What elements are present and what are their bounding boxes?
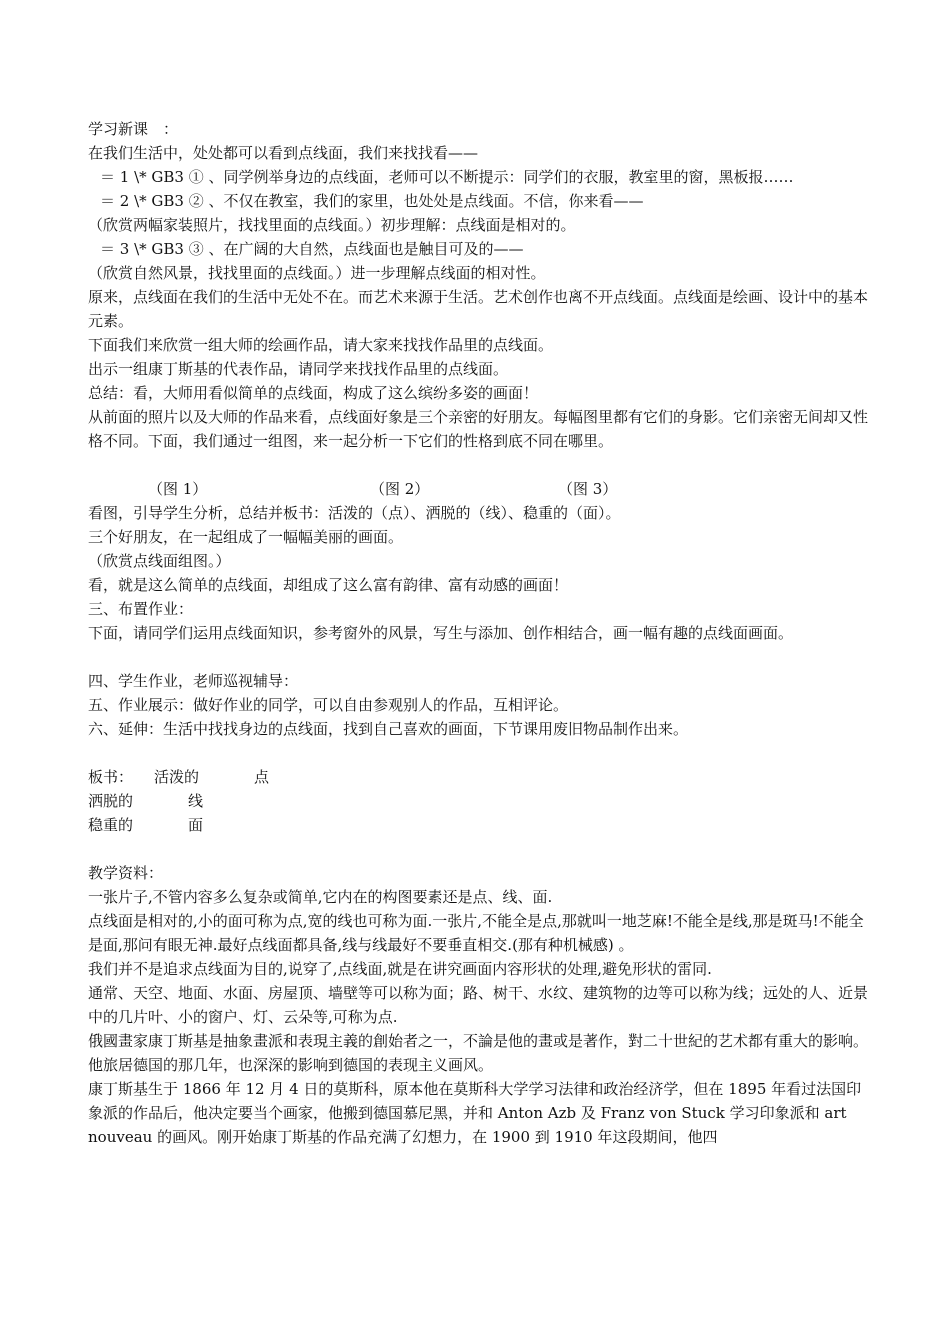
section-heading: 六、延伸：生活中找找身边的点线面，找到自己喜欢的画面，下节课用废旧物品制作出来。 bbox=[88, 720, 689, 738]
text-line: 出示一组康丁斯基的代表作品，请同学来找找作品里的点线面。 bbox=[88, 360, 509, 378]
list-item: ＝ 1 \* GB3 ① 、同学例举身边的点线面，老师可以不断提示：同学们的衣服，教室里的窗，黑板报…… bbox=[100, 168, 794, 186]
board-row-2 bbox=[88, 789, 868, 813]
text-line: 三个好朋友，在一起组成了一幅幅美丽的画面。 bbox=[88, 528, 404, 546]
text-line: （欣赏自然风景，找找里面的点线面。）进一步理解点线面的相对性。 bbox=[88, 264, 546, 282]
board-element: 点 bbox=[254, 768, 270, 786]
text-line: 我们并不是追求点线面为目的,说穿了,点线面,就是在讲究画面内容形状的处理,避免形状的雷同. bbox=[88, 960, 712, 978]
list-item: ＝ 2 \* GB3 ② 、不仅在教室，我们的家里，也处处是点线面。不信，你来看—— bbox=[100, 192, 644, 210]
blank-line bbox=[88, 741, 868, 765]
text-line: 在我们生活中，处处都可以看到点线面，我们来找找看—— bbox=[88, 144, 479, 162]
paragraph: 从前面的照片以及大师的作品来看，点线面好象是三个亲密的好朋友。每幅图里都有它们的身影。它们亲密无间却又性格不同。下面，我们通过一组图，来一起分析一下它们的性格到底不同在哪里。 bbox=[88, 408, 869, 450]
figure-caption-1: （图 1） bbox=[148, 480, 208, 498]
paragraph: 俄國畫家康丁斯基是抽象畫派和表現主義的創始者之一，不論是他的畫或是著作，對二十世紀的艺术都有重大的影响。他旅居德国的那几年，也深深的影响到德国的表现主义画风。 bbox=[88, 1032, 869, 1074]
section-heading: 学习新课 ： bbox=[88, 120, 179, 138]
blank-line bbox=[88, 453, 868, 477]
figure-captions bbox=[88, 477, 868, 501]
text-line: 看，就是这么简单的点线面，却组成了这么富有韵律、富有动感的画面！ bbox=[88, 576, 569, 594]
paragraph: 通常、天空、地面、水面、房屋顶、墙壁等可以称为面；路、树干、水纹、建筑物的边等可以称为线；远处的人、近景中的几片叶、小的窗户、灯、云朵等,可称为点. bbox=[88, 984, 869, 1026]
section-heading: 三、布置作业： bbox=[88, 600, 194, 618]
list-item: ＝ 3 \* GB3 ③ 、在广阔的大自然，点线面也是触目可及的—— bbox=[100, 240, 524, 258]
text-line: 下面我们来欣赏一组大师的绘画作品，请大家来找找作品里的点线面。 bbox=[88, 336, 554, 354]
text-line: 看图，引导学生分析，总结并板书：活泼的（点）、洒脱的（线）、稳重的（面）。 bbox=[88, 504, 621, 522]
board-term: 洒脱的 bbox=[88, 792, 134, 810]
board-label: 板书： bbox=[88, 768, 134, 786]
paragraph: 点线面是相对的,小的面可称为点,宽的线也可称为面.一张片,不能全是点,那就叫一地芝麻!不能全是线,那是斑马!不能全是面,那问有眼无神.最好点线面都具备,线与线最好不要垂直相交.(那有种机械感) 。 bbox=[88, 912, 864, 954]
board-element: 面 bbox=[188, 816, 204, 834]
board-row-1 bbox=[88, 765, 868, 789]
blank-line bbox=[88, 645, 868, 669]
text-line: （欣赏两幅家装照片，找找里面的点线面。）初步理解：点线面是相对的。 bbox=[88, 216, 576, 234]
section-heading: 五、作业展示：做好作业的同学，可以自由参观别人的作品，互相评论。 bbox=[88, 696, 569, 714]
board-row-3 bbox=[88, 813, 868, 837]
text-line: 一张片子,不管内容多么复杂或简单,它内在的构图要素还是点、线、面. bbox=[88, 888, 553, 906]
section-heading: 教学资料： bbox=[88, 864, 164, 882]
section-heading: 四、学生作业，老师巡视辅导： bbox=[88, 672, 299, 690]
text-line: 总结：看，大师用看似简单的点线面，构成了这么缤纷多姿的画面！ bbox=[88, 384, 539, 402]
board-element: 线 bbox=[188, 792, 204, 810]
board-term: 稳重的 bbox=[88, 816, 134, 834]
paragraph: 原来，点线面在我们的生活中无处不在。而艺术来源于生活。艺术创作也离不开点线面。点线面是绘画、设计中的基本元素。 bbox=[88, 288, 869, 330]
text-line: 下面，请同学们运用点线面知识，参考窗外的风景，写生与添加、创作相结合，画一幅有趣的点线面画面。 bbox=[88, 624, 794, 642]
document-body bbox=[88, 117, 868, 1149]
figure-caption-2: （图 2） bbox=[370, 480, 430, 498]
text-line: （欣赏点线面组图。） bbox=[88, 552, 231, 570]
paragraph: 康丁斯基生于 1866 年 12 月 4 日的莫斯科，原本他在莫斯科大学学习法律和政治经济学，但在 1895 年看过法国印象派的作品后，他决定要当个画家，他搬到德国慕尼黑，并和 Anton Azb 及 Franz von Stuck 学习印象派和 art nouveau 的画风。刚开始康丁斯基的作品充满了幻想力，在 1900 到 1910 年这段期间，他四 bbox=[88, 1080, 862, 1146]
figure-caption-3: （图 3） bbox=[558, 480, 618, 498]
board-term: 活泼的 bbox=[154, 768, 200, 786]
blank-line bbox=[88, 837, 868, 861]
